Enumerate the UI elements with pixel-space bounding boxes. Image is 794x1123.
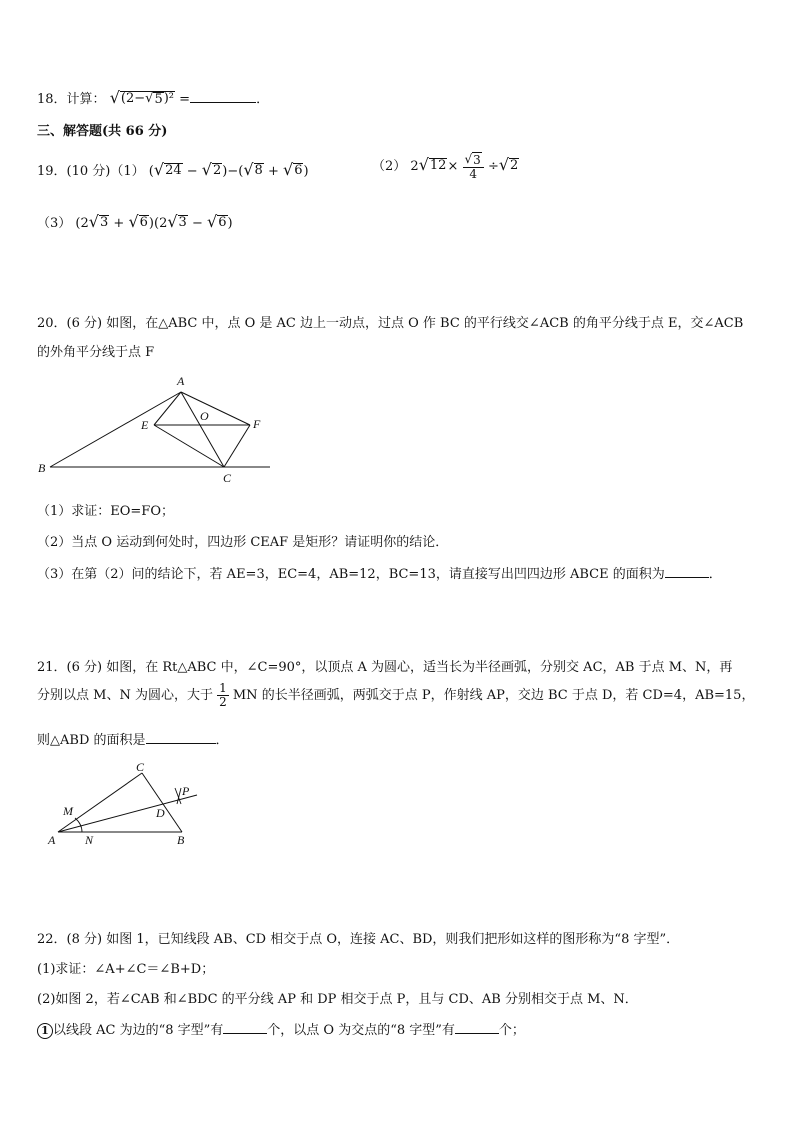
label-B: B: [38, 461, 46, 475]
answer-blank[interactable]: [146, 731, 216, 744]
answer-blank[interactable]: [223, 1021, 267, 1034]
section-title: 三、解答题(共 66 分): [37, 124, 168, 139]
question-18: 18．计算： √ (2− √ 5 )² = ．: [37, 88, 270, 107]
question-19-part1: 19．(10 分)（1） ( √ 24 − √ 2 )−( √ 8 + √ 6 ): [37, 160, 309, 179]
question-20-line1: 20．(6 分) 如图，在△ABC 中，点 O 是 AC 边上一动点，过点 O 作 BC 的平行线交∠ACB 的角平分线于点 E，交∠ACB: [37, 316, 744, 331]
label-P: P: [182, 784, 190, 798]
q18-sqrt: √ (2− √ 5 )²: [109, 88, 175, 107]
label-A: A: [48, 833, 56, 847]
label-C: C: [223, 471, 232, 485]
question-22-line3: (2)如图 2，若∠CAB 和∠BDC 的平分线 AP 和 DP 相交于点 P，且与 CD、AB 分别相交于点 M、N．: [37, 992, 638, 1007]
label-A: A: [177, 374, 185, 388]
q18-number: 18．计算：: [37, 92, 106, 107]
question-22-line4: 1 以线段 AC 为边的“8 字型”有 个，以点 O 为交点的“8 字型”有 个；: [37, 1019, 525, 1039]
question-21-line3: 则△ABD 的面积是 ．: [37, 733, 229, 748]
question-22-line2: (1)求证：∠A+∠C＝∠B+D；: [37, 962, 215, 977]
question-20-sub3: （3）在第（2）问的结论下，若 AE=3，EC=4，AB=12，BC=13，请直接写出凹四边形 ABCE 的面积为 ．: [37, 567, 722, 582]
label-C: C: [136, 760, 145, 774]
label-O: O: [200, 409, 209, 423]
label-B: B: [177, 833, 185, 847]
question-22-line1: 22．(8 分) 如图 1，已知线段 AB、CD 相交于点 O，连接 AC、BD，则我们把形如这样的图形称为“8 字型”．: [37, 932, 680, 947]
question-19-part3: （3） (2 √ 3 + √ 6 )(2 √ 3 − √ 6 ): [37, 212, 233, 231]
question-21-line2: 分别以点 M、N 为圆心，大于 $\frac{1}{2}$ MN 的长半径画弧，两弧交于点 P，作射线 AP，交边 BC 于点 D，若 CD=4，AB=15，: [37, 681, 755, 709]
q21-figure: [42, 760, 212, 852]
label-M: M: [63, 804, 73, 818]
question-19-part2: （2） 2 √ 12 × √ 3 4 ÷ √ 2: [372, 152, 519, 181]
answer-blank[interactable]: [190, 90, 256, 103]
question-21-line1: 21．(6 分) 如图，在 Rt△ABC 中，∠C=90°，以顶点 A 为圆心，适当长为半径画弧，分别交 AC，AB 于点 M、N，再: [37, 660, 733, 675]
circled-number: 1: [37, 1023, 53, 1039]
label-F: F: [253, 417, 261, 431]
question-20-sub1: （1）求证：EO=FO；: [37, 504, 174, 519]
answer-blank[interactable]: [455, 1021, 499, 1034]
label-E: E: [141, 418, 149, 432]
q20-figure: [30, 370, 280, 485]
answer-blank[interactable]: [665, 565, 709, 578]
label-D: D: [156, 806, 165, 820]
question-20-sub2: （2）当点 O 运动到何处时，四边形 CEAF 是矩形？请证明你的结论．: [37, 535, 449, 550]
question-20-line2: 的外角平分线于点 F: [37, 345, 155, 360]
label-N: N: [85, 833, 94, 847]
